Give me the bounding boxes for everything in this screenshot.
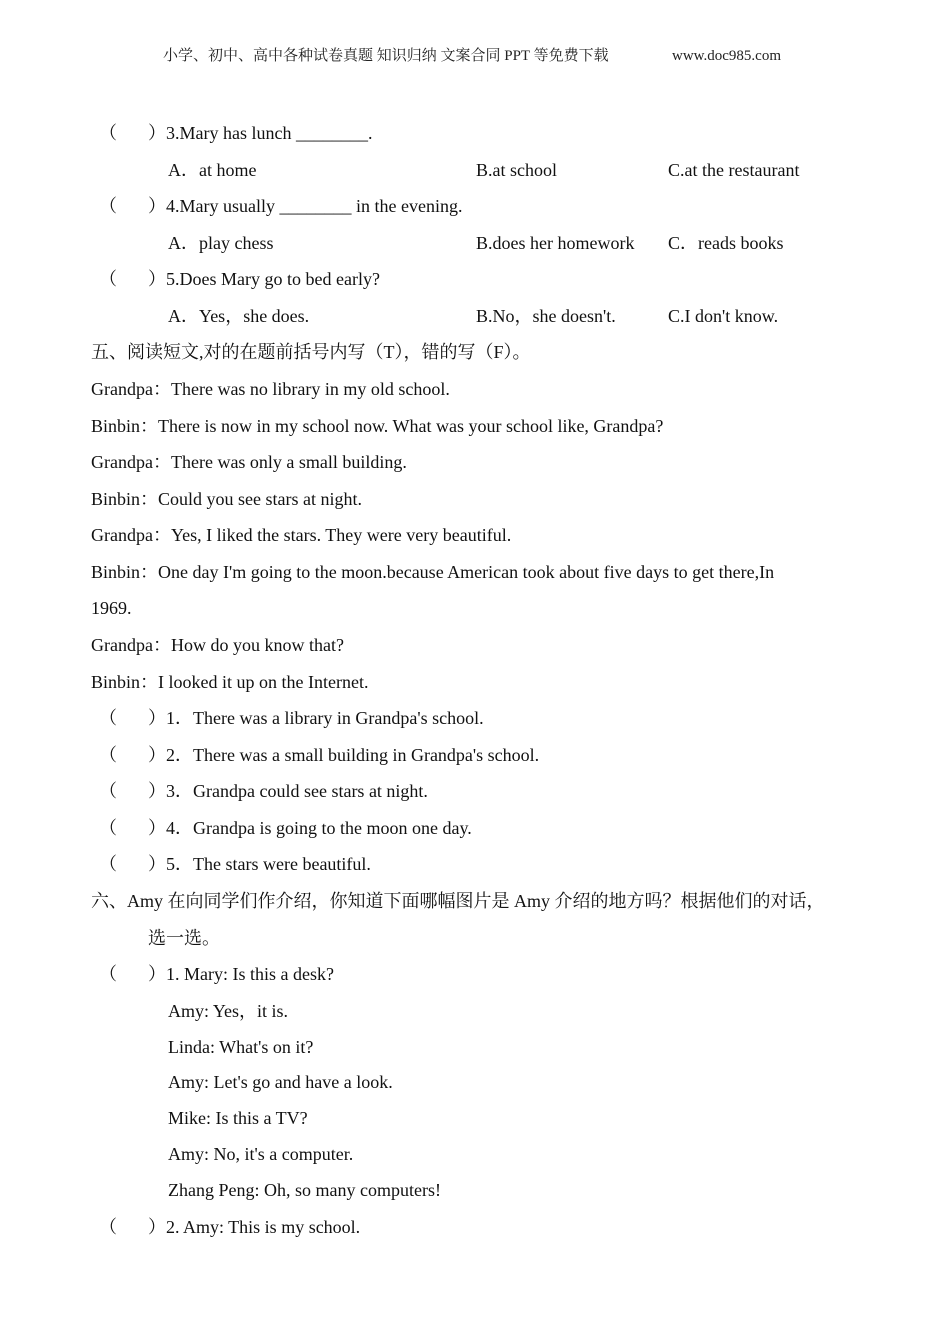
answer-paren: （ xyxy=(99,781,117,801)
q5-option-a: A．Yes，she does. xyxy=(168,306,310,326)
answer-paren: （ xyxy=(99,196,117,216)
dialogue-line: 1969. xyxy=(91,598,132,618)
question-3-stem: ）3.Mary has lunch ________. xyxy=(148,123,373,143)
q4-option-b: B.does her homework xyxy=(476,233,635,253)
q5-option-b: B.No，she doesn't. xyxy=(476,306,616,326)
tf-item-1: ）1．There was a library in Grandpa's school. xyxy=(148,708,484,728)
q3-option-b: B.at school xyxy=(476,160,557,180)
answer-paren: （ xyxy=(99,123,117,143)
s6-dialogue-line: Linda: What's on it? xyxy=(168,1037,314,1057)
answer-paren: （ xyxy=(99,269,117,289)
dialogue-line: Binbin：Could you see stars at night. xyxy=(91,489,362,509)
section-5-title: 五、阅读短文,对的在题前括号内写（T），错的写（F）。 xyxy=(91,342,531,362)
tf-item-4: ）4．Grandpa is going to the moon one day. xyxy=(148,818,472,838)
dialogue-line: Binbin：One day I'm going to the moon.because American took about five days to get there,In xyxy=(91,562,775,582)
tf-item-5: ）5．The stars were beautiful. xyxy=(148,854,371,874)
question-4-stem: ）4.Mary usually ________ in the evening. xyxy=(148,196,463,216)
answer-paren: （ xyxy=(99,708,117,728)
s6-dialogue-line: Amy: Let's go and have a look. xyxy=(168,1072,393,1092)
s6-dialogue-line: Amy: No, it's a computer. xyxy=(168,1144,354,1164)
section-6-title: 六、Amy 在向同学们作介绍，你知道下面哪幅图片是 Amy 介绍的地方吗？根据他们的对话， xyxy=(91,891,825,911)
q3-option-c: C.at the restaurant xyxy=(668,160,800,180)
question-5-stem: ）5.Does Mary go to bed early? xyxy=(148,269,380,289)
s6-question-1-stem: ）1. Mary: Is this a desk? xyxy=(148,964,334,984)
answer-paren: （ xyxy=(99,964,117,984)
tf-item-2: ）2．There was a small building in Grandpa's school. xyxy=(148,745,540,765)
q5-option-c: C.I don't know. xyxy=(668,306,779,326)
answer-paren: （ xyxy=(99,818,117,838)
s6-question-2-stem: ）2. Amy: This is my school. xyxy=(148,1217,361,1237)
header-text: 小学、初中、高中各种试卷真题 知识归纳 文案合同 PPT 等免费下载 xyxy=(163,48,609,64)
dialogue-line: Binbin：There is now in my school now. What was your school like, Grandpa? xyxy=(91,416,664,436)
s6-dialogue-line: Zhang Peng: Oh, so many computers! xyxy=(168,1180,441,1200)
section-6-title-cont: 选一选。 xyxy=(148,928,220,948)
q4-option-c: C．reads books xyxy=(668,233,784,253)
dialogue-line: Grandpa：There was only a small building. xyxy=(91,452,407,472)
header-url[interactable]: www.doc985.com xyxy=(672,48,782,64)
s6-dialogue-line: Amy: Yes，it is. xyxy=(168,1001,289,1021)
q3-option-a: A．at home xyxy=(168,160,257,180)
dialogue-line: Grandpa：Yes, I liked the stars. They were very beautiful. xyxy=(91,525,512,545)
answer-paren: （ xyxy=(99,854,117,874)
s6-dialogue-line: Mike: Is this a TV? xyxy=(168,1108,308,1128)
tf-item-3: ）3．Grandpa could see stars at night. xyxy=(148,781,428,801)
dialogue-line: Binbin：I looked it up on the Internet. xyxy=(91,672,369,692)
answer-paren: （ xyxy=(99,1217,117,1237)
dialogue-line: Grandpa：There was no library in my old school. xyxy=(91,379,450,399)
q4-option-a: A．play chess xyxy=(168,233,274,253)
answer-paren: （ xyxy=(99,745,117,765)
dialogue-line: Grandpa：How do you know that? xyxy=(91,635,344,655)
